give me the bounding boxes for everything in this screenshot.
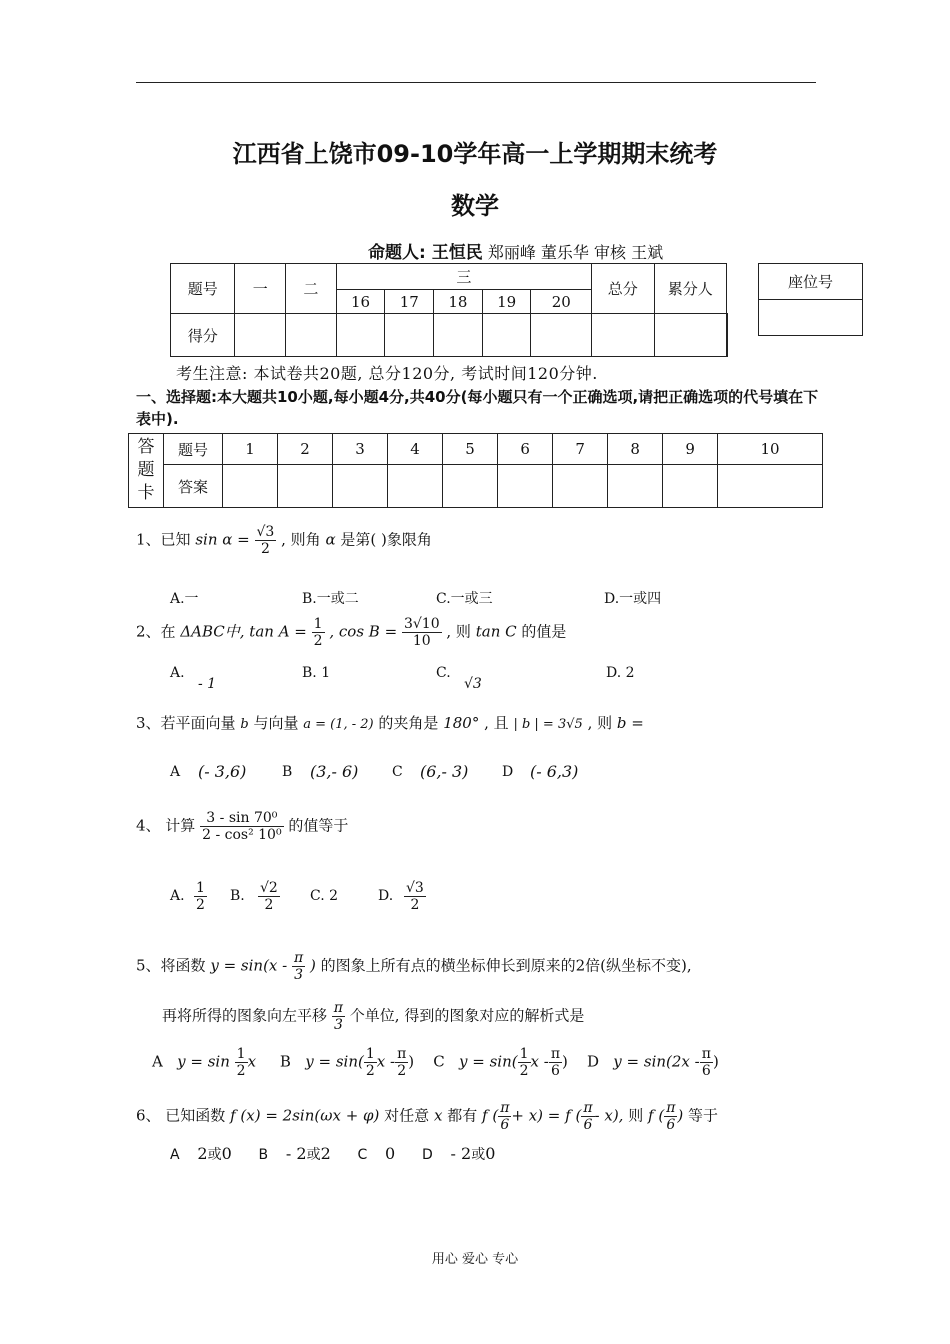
q3-option-c-label: C [392, 764, 403, 780]
q5-option-b-expr: y = sin( [305, 1052, 364, 1071]
q6-close: ) [677, 1106, 684, 1125]
answer-number: 6 [498, 434, 553, 465]
q3-option-a: (- 3,6) [198, 762, 247, 781]
q2-option-a: A. [170, 665, 185, 681]
question-4 [136, 810, 348, 843]
seat-cell[interactable] [759, 300, 863, 336]
q5-tail: 的图象上所有点的横坐标伸长到原来的2倍(纵坐标不变), [320, 956, 692, 975]
score-col-2: 二 [286, 264, 337, 314]
answer-cell[interactable] [223, 465, 278, 508]
q5-pi: π [294, 950, 304, 966]
exam-title: 江西省上饶市09-10学年高一上学期期末统考 [232, 140, 718, 168]
q2-fraction-1 [312, 616, 325, 649]
q3-tail: , 则 [587, 714, 613, 732]
q2-option-c: C. [436, 665, 451, 681]
q6-pd2: 6 [583, 1117, 593, 1133]
score-total: 总分 [592, 264, 655, 314]
q5-option-c-close: ) [562, 1052, 568, 1071]
q5-b-den2: 2 [397, 1063, 407, 1079]
q3-option-d-label: D [502, 764, 514, 780]
q6-minus: - x), [594, 1106, 624, 1125]
q5-options [152, 1046, 719, 1079]
q5-option-c-frac1 [518, 1046, 531, 1079]
q5-option-b-label: B [279, 1052, 291, 1071]
score-cell[interactable] [531, 314, 592, 357]
q5-option-a-frac [235, 1046, 248, 1079]
q3-option-b-label: B [282, 764, 293, 780]
q3-mid: 与向量 [253, 714, 299, 732]
q6-pi3: π [666, 1100, 676, 1116]
q5-shift-pi: π [333, 1000, 343, 1016]
score-sub-19: 19 [482, 290, 531, 314]
q5-expr: y = sin(x - [210, 956, 288, 975]
q4-option-d [404, 880, 426, 913]
answer-number: 8 [608, 434, 663, 465]
subject-title: 数学 [451, 192, 499, 220]
q5-c-den1: 2 [519, 1063, 529, 1079]
score-cell[interactable] [592, 314, 655, 357]
q5-fraction [292, 950, 305, 983]
q1-alpha: α [325, 530, 336, 549]
answer-number: 9 [663, 434, 718, 465]
q2-option-c-value: √3 [464, 676, 482, 692]
score-col-3: 三 [336, 264, 591, 290]
q2-expr1: ΔABC中, tan A = [180, 622, 307, 641]
q5-d-num: π [701, 1046, 711, 1062]
exam-notice: 考生注意: 本试卷共20题, 总分120分, 考试时间120分钟. [176, 364, 598, 383]
score-cell[interactable] [482, 314, 531, 357]
q6-d-or: 或 [471, 1147, 486, 1163]
q3-mid2: 的夹角是 [378, 714, 439, 732]
score-label: 得分 [171, 314, 235, 357]
q6-pi1: π [500, 1100, 510, 1116]
q6-prefix: 6、 已知函数 [136, 1106, 226, 1125]
seat-label: 座位号 [759, 264, 863, 300]
q4-tail: 的值等于 [288, 816, 349, 835]
answer-cell[interactable] [388, 465, 443, 508]
q1-option-c: C.一或三 [436, 591, 493, 607]
answer-cell[interactable] [718, 465, 823, 508]
q5-a-den: 2 [236, 1063, 246, 1079]
q5-option-d-label: D [586, 1052, 599, 1071]
answer-number: 1 [223, 434, 278, 465]
seat-table [758, 263, 863, 336]
q5-option-d-frac [700, 1046, 713, 1079]
q5-line2a: 再将所得的图象向左平移 [162, 1006, 328, 1025]
q6-b-v2: 2 [320, 1144, 331, 1163]
answer-q-label: 题号 [164, 434, 223, 465]
answer-number: 4 [388, 434, 443, 465]
answer-number: 2 [278, 434, 333, 465]
section-1-heading: 一、选择题:本大题共10小题,每小题4分,共40分(每小题只有一个正确选项,请把正确选项的代号填在下表中). [136, 388, 819, 428]
q2-d2: 10 [412, 633, 431, 649]
q5-c-num2: π [550, 1046, 561, 1062]
answer-cell[interactable] [333, 465, 388, 508]
q4-option-a-label: A. [170, 888, 185, 904]
q6-pi2: π [583, 1100, 593, 1116]
q5-option-b-frac2 [395, 1046, 408, 1079]
q2-tanc: tan C [475, 622, 517, 641]
q6-mid2: 都有 [447, 1106, 478, 1125]
q6-option-b-label: B [258, 1147, 269, 1163]
q5-option-b-close: ) [408, 1052, 415, 1071]
question-3 [136, 712, 644, 733]
q4-a-den: 2 [196, 897, 205, 913]
q6-options [170, 1144, 495, 1164]
score-cell[interactable] [336, 314, 385, 357]
q6-mid: 对任意 [384, 1106, 430, 1125]
score-cell[interactable] [434, 314, 483, 357]
q2-option-d: D. 2 [606, 665, 635, 681]
page-footer: 用心 爱心 专心 [431, 1252, 519, 1267]
answer-card [128, 433, 823, 508]
authors-line [368, 238, 663, 263]
answer-number: 7 [553, 434, 608, 465]
score-grader: 累分人 [654, 264, 726, 314]
score-cell[interactable] [235, 314, 286, 357]
q4-b-num: √2 [260, 880, 278, 896]
q2-fraction-2 [402, 616, 442, 649]
q5-prefix: 5、将函数 [136, 956, 206, 975]
score-cell[interactable] [286, 314, 337, 357]
q4-d-num: √3 [406, 880, 424, 896]
score-sub-16: 16 [336, 290, 385, 314]
q2-tail: , 则 [446, 622, 471, 641]
q3-vector-a: a = (1, - 2) [303, 717, 374, 732]
q1-suffix: , 则角 [281, 530, 321, 549]
q2-n1: 1 [313, 616, 323, 632]
score-col-1: 一 [235, 264, 286, 314]
score-cell[interactable] [727, 314, 728, 357]
q5-c-den2: 6 [550, 1063, 560, 1079]
q4-b-den: 2 [264, 897, 274, 913]
q5-option-b-x: x - [376, 1052, 396, 1071]
q4-option-a [194, 880, 207, 913]
answer-card-side [129, 434, 164, 508]
answer-number: 5 [443, 434, 498, 465]
q3-option-c: (6,- 3) [420, 762, 469, 781]
q1-option-d: D.一或四 [604, 591, 662, 607]
side-char: 答 [137, 437, 155, 457]
q5-close: ) [309, 956, 316, 975]
q2-d1: 2 [313, 633, 323, 649]
q4-num: 3 - sin 70⁰ [200, 810, 283, 827]
score-cell[interactable] [654, 314, 726, 357]
q3-prefix: 3、若平面向量 [136, 714, 236, 732]
q5-b-num1: 1 [365, 1046, 375, 1062]
q6-c-v1: 0 [385, 1144, 396, 1163]
q5-shift-fraction [332, 1000, 345, 1033]
q4-prefix: 4、 计算 [136, 816, 196, 835]
score-sub-18: 18 [434, 290, 483, 314]
q3-vector-b: b [240, 717, 249, 732]
score-table [170, 263, 728, 357]
q6-pd1: 6 [500, 1117, 510, 1133]
q3-angle: 180° [443, 714, 480, 732]
q6-x: x [433, 1106, 443, 1125]
q5-option-c-frac2 [549, 1046, 562, 1079]
q6-expr2: f ( [482, 1106, 499, 1125]
q3-option-b: (3,- 6) [310, 762, 359, 781]
q4-option-b [258, 880, 280, 913]
q1-tail: 是第( )象限角 [340, 530, 432, 549]
q1-option-a: A.一 [170, 591, 199, 607]
q6-pd3: 6 [666, 1117, 676, 1133]
q1-prefix: 1、已知 [136, 530, 191, 549]
q4-option-d-label: D. [378, 888, 394, 904]
question-2 [136, 616, 566, 649]
q5-c-num1: 1 [519, 1046, 529, 1062]
q4-den: 2 - cos² 10⁰ [202, 827, 282, 843]
q2-prefix: 2、在 [136, 622, 176, 641]
q3-option-d: (- 6,3) [530, 762, 579, 781]
q3-mid3: , 且 [484, 714, 509, 732]
q5-pd: 3 [294, 967, 304, 983]
q4-a-num: 1 [196, 880, 205, 896]
q5-option-b-frac1 [364, 1046, 377, 1079]
answer-cell[interactable] [443, 465, 498, 508]
q1-den: 2 [260, 541, 270, 557]
q5-d-den: 6 [701, 1063, 711, 1079]
side-char: 题 [137, 460, 155, 480]
q6-b-or: 或 [306, 1147, 321, 1163]
authors-label: 命题人: 王恒民 [368, 243, 483, 263]
q5-shift-pd: 3 [333, 1017, 343, 1033]
q5-option-c-expr: y = sin( [459, 1052, 518, 1071]
question-5-line-2 [162, 1000, 584, 1033]
score-sub-20: 20 [531, 290, 592, 314]
q6-a-or: 或 [207, 1147, 222, 1163]
q6-frac2 [581, 1100, 594, 1133]
q6-plus: + x) = f ( [511, 1106, 582, 1125]
q6-option-a-label: A [170, 1147, 180, 1163]
q5-option-a-label: A [152, 1052, 163, 1071]
q1-option-b: B.一或二 [302, 591, 359, 607]
q1-expr: sin α = [195, 530, 250, 549]
q6-d-v1: - 2 [450, 1144, 472, 1163]
q6-option-c-label: C [357, 1147, 368, 1163]
q4-fraction [200, 810, 283, 843]
authors-rest: 郑丽峰 董乐华 审核 王斌 [487, 243, 664, 262]
q5-option-a-expr: y = sin [177, 1052, 230, 1071]
score-q-label: 题号 [171, 264, 235, 314]
answer-cell[interactable] [553, 465, 608, 508]
question-6 [136, 1100, 718, 1133]
q2-n2: 3√10 [403, 616, 440, 632]
question-5 [136, 950, 692, 983]
q6-expr: f (x) = 2sin(ωx + φ) [230, 1106, 380, 1125]
q3-option-a-label: A [170, 764, 181, 780]
q1-fraction [255, 524, 277, 557]
answer-cell[interactable] [278, 465, 333, 508]
answer-number: 10 [718, 434, 823, 465]
q5-option-d-close: ) [712, 1052, 719, 1071]
q6-frac3 [664, 1100, 677, 1133]
q4-option-c: C. 2 [310, 888, 339, 904]
q2-expr2: , cos B = [329, 622, 398, 641]
q3-b2: b = [616, 714, 644, 732]
q5-option-d-expr: y = sin(2x - [613, 1052, 700, 1071]
q4-d-den: 2 [410, 897, 420, 913]
q5-line2b: 个单位, 得到的图象对应的解析式是 [349, 1006, 585, 1025]
q5-option-c-x: x - [530, 1052, 549, 1071]
q6-then: 则 [628, 1106, 644, 1125]
answer-cell[interactable] [498, 465, 553, 508]
q3-bnorm: | b | = 3√5 [513, 717, 583, 732]
q2-option-a-value: - 1 [198, 676, 217, 692]
q5-a-num: 1 [236, 1046, 246, 1062]
q5-b-num2: π [397, 1046, 407, 1062]
q4-option-b-label: B. [230, 888, 245, 904]
top-rule [136, 82, 816, 83]
q6-a-v1: 2 [197, 1144, 208, 1163]
q6-tail: 等于 [688, 1106, 719, 1125]
q5-option-a-x: x [247, 1052, 257, 1071]
score-cell[interactable] [385, 314, 434, 357]
q5-option-c-label: C [433, 1052, 445, 1071]
q6-option-d-label: D [421, 1147, 433, 1163]
q2-tail2: 的值是 [521, 622, 567, 641]
q6-b-v1: - 2 [285, 1144, 307, 1163]
q1-num: √3 [256, 524, 275, 540]
answer-cell[interactable] [608, 465, 663, 508]
q6-a-v2: 0 [221, 1144, 232, 1163]
answer-cell[interactable] [663, 465, 718, 508]
question-1 [136, 524, 432, 557]
q2-option-b: B. 1 [302, 665, 331, 681]
q6-frac1 [498, 1100, 511, 1133]
side-char: 卡 [137, 483, 155, 503]
answer-a-label: 答案 [164, 465, 223, 508]
answer-number: 3 [333, 434, 388, 465]
q6-d-v2: 0 [485, 1144, 496, 1163]
q6-f3: f ( [648, 1106, 665, 1125]
score-sub-17: 17 [385, 290, 434, 314]
q5-b-den1: 2 [365, 1063, 375, 1079]
